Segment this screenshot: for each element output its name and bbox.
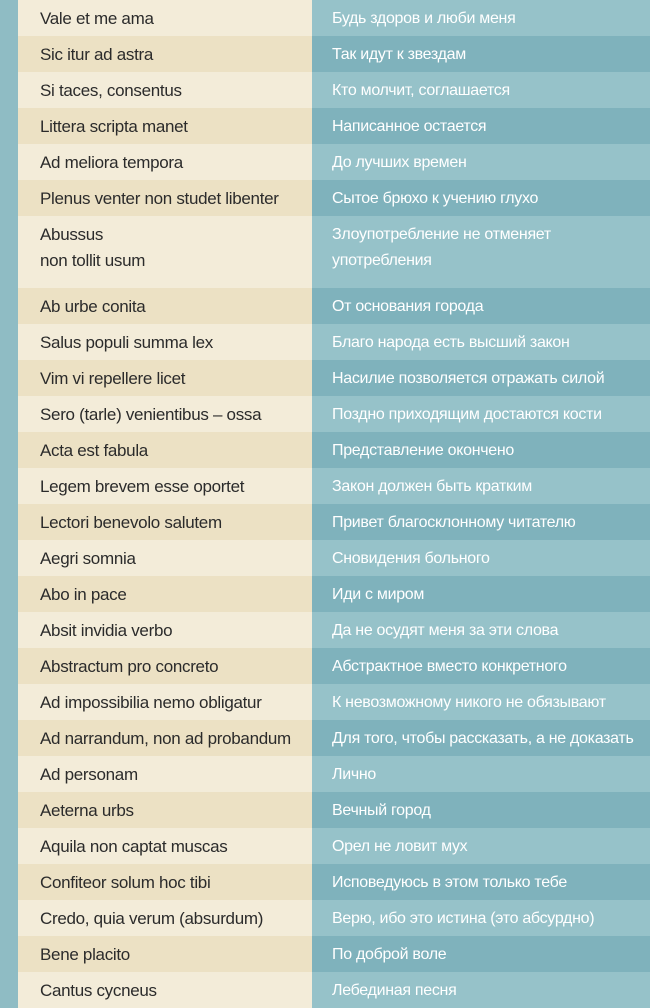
russian-translation: К невозможному никого не обязывают — [312, 684, 650, 720]
russian-translation: По доброй воле — [312, 936, 650, 972]
russian-translation: Иди с миром — [312, 576, 650, 612]
russian-translation: Поздно приходящим достаются кости — [312, 396, 650, 432]
table-row — [18, 468, 650, 504]
russian-translation: Привет благосклонному читателю — [312, 504, 650, 540]
russian-translation: Закон должен быть кратким — [312, 468, 650, 504]
latin-phrase: Abstractum pro concreto — [18, 648, 312, 684]
russian-translation: До лучших времен — [312, 144, 650, 180]
latin-phrase: Lectori benevolo salutem — [18, 504, 312, 540]
latin-phrase: Acta est fabula — [18, 432, 312, 468]
latin-phrase: Aquila non captat muscas — [18, 828, 312, 864]
table-row — [18, 972, 650, 1008]
russian-translation: Сытое брюхо к учению глухо — [312, 180, 650, 216]
table-row — [18, 828, 650, 864]
table-row — [18, 684, 650, 720]
latin-phrase: Ad personam — [18, 756, 312, 792]
russian-translation: Благо народа есть высший закон — [312, 324, 650, 360]
latin-phrase: Ad impossibilia nemo obligatur — [18, 684, 312, 720]
table-row — [18, 864, 650, 900]
russian-translation: Кто молчит, соглашается — [312, 72, 650, 108]
latin-phrase: Bene placito — [18, 936, 312, 972]
latin-phrase: Legem brevem esse oportet — [18, 468, 312, 504]
russian-translation: Исповедуюсь в этом только тебе — [312, 864, 650, 900]
table-row — [18, 504, 650, 540]
latin-phrase: Ab urbe conita — [18, 288, 312, 324]
table-row — [18, 0, 650, 36]
russian-translation: Абстрактное вместо конкретного — [312, 648, 650, 684]
table-row — [18, 108, 650, 144]
table-row — [18, 756, 650, 792]
table-row — [18, 144, 650, 180]
latin-phrase: Salus populi summa lex — [18, 324, 312, 360]
table-row — [18, 900, 650, 936]
table-row — [18, 612, 650, 648]
latin-phrase: Vale et me ama — [18, 0, 312, 36]
table-row — [18, 36, 650, 72]
table-row — [18, 648, 650, 684]
table-row — [18, 396, 650, 432]
table-row — [18, 576, 650, 612]
russian-translation: Так идут к звездам — [312, 36, 650, 72]
table-row — [18, 432, 650, 468]
latin-phrase: Cantus cycneus — [18, 972, 312, 1008]
russian-translation: Орел не ловит мух — [312, 828, 650, 864]
latin-phrase: Ad meliora tempora — [18, 144, 312, 180]
table-row — [18, 288, 650, 324]
latin-phrase: Absit invidia verbo — [18, 612, 312, 648]
russian-translation: Написанное остается — [312, 108, 650, 144]
table-row — [18, 216, 650, 288]
latin-phrase: Littera scripta manet — [18, 108, 312, 144]
latin-phrase: Plenus venter non studet libenter — [18, 180, 312, 216]
russian-translation: Сновидения больного — [312, 540, 650, 576]
russian-translation: Будь здоров и люби меня — [312, 0, 650, 36]
russian-translation: Злоупотребление не отменяет употребления — [312, 216, 650, 288]
latin-phrase: Abo in pace — [18, 576, 312, 612]
latin-phrase: Aegri somnia — [18, 540, 312, 576]
russian-translation: Да не осудят меня за эти слова — [312, 612, 650, 648]
russian-translation: Для того, чтобы рассказать, а не доказать — [312, 720, 650, 756]
russian-translation: Представление окончено — [312, 432, 650, 468]
latin-phrase: Vim vi repellere licet — [18, 360, 312, 396]
latin-phrase: Sic itur ad astra — [18, 36, 312, 72]
latin-phrase: Abussus non tollit usum — [18, 216, 312, 288]
table-row — [18, 324, 650, 360]
latin-phrase: Confiteor solum hoc tibi — [18, 864, 312, 900]
table-row — [18, 180, 650, 216]
latin-phrase: Aeterna urbs — [18, 792, 312, 828]
russian-translation: Верю, ибо это истина (это абсурдно) — [312, 900, 650, 936]
table-row — [18, 72, 650, 108]
table-row — [18, 792, 650, 828]
table-row — [18, 936, 650, 972]
phrase-table — [18, 0, 650, 1008]
russian-translation: Лебединая песня — [312, 972, 650, 1008]
russian-translation: Вечный город — [312, 792, 650, 828]
latin-phrase: Si taces, consentus — [18, 72, 312, 108]
latin-phrase: Ad narrandum, non ad probandum — [18, 720, 312, 756]
latin-phrase: Credo, quia verum (absurdum) — [18, 900, 312, 936]
latin-phrase: Sero (tarle) venientibus – ossa — [18, 396, 312, 432]
russian-translation: От основания города — [312, 288, 650, 324]
russian-translation: Лично — [312, 756, 650, 792]
table-row — [18, 360, 650, 396]
table-row — [18, 540, 650, 576]
table-row — [18, 720, 650, 756]
russian-translation: Насилие позволяется отражать силой — [312, 360, 650, 396]
